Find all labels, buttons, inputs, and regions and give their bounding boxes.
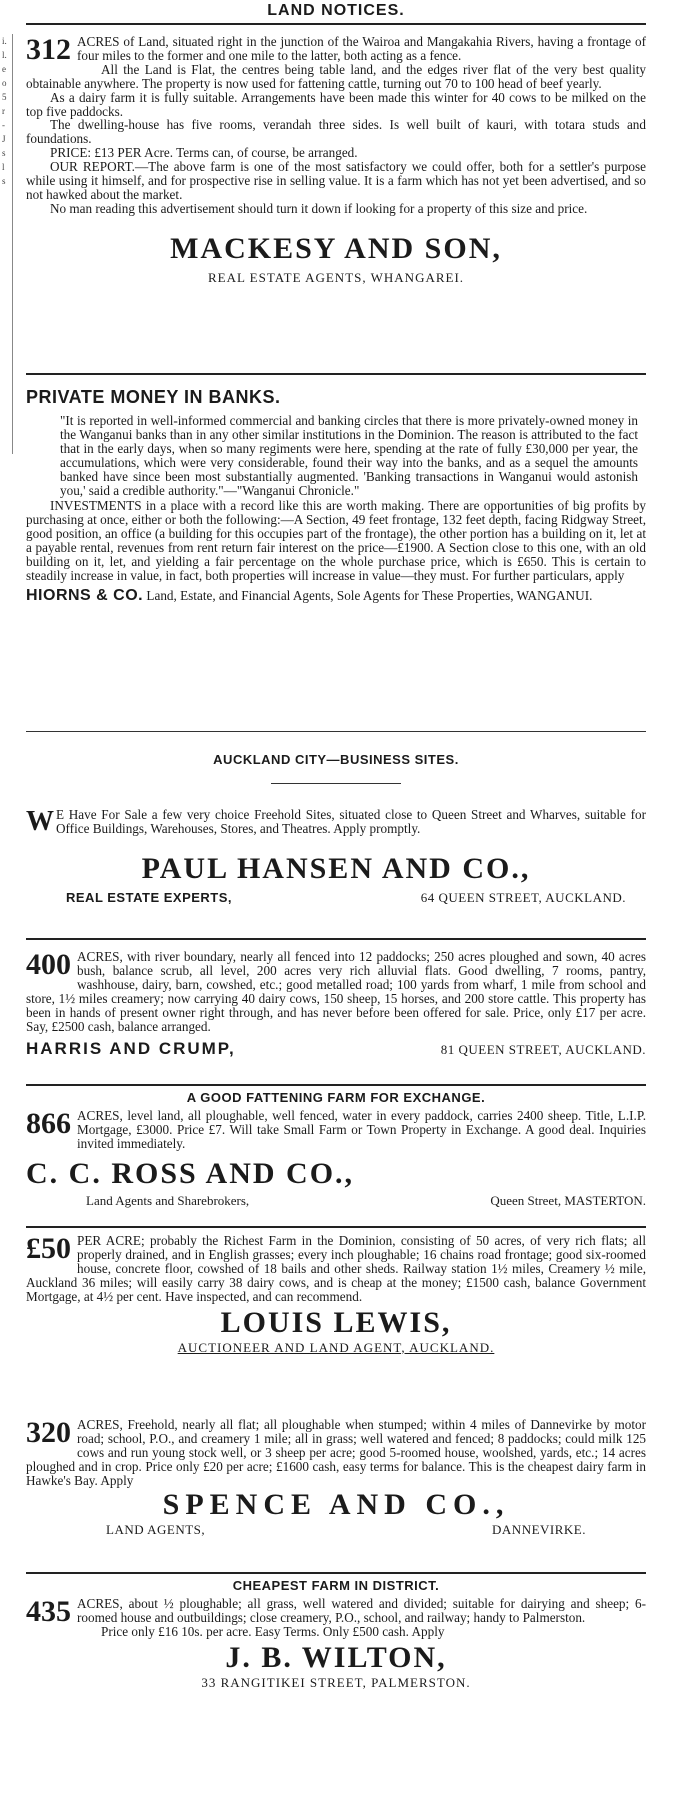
agent-name: J. B. WILTON, — [225, 1640, 447, 1674]
margin-glyph: J — [2, 134, 6, 144]
ad-paragraph: PER ACRE; probably the Richest Farm in the Dominion, consisting of 50 acres, of very rich flats; all properly drained, and in English grasses; every inch ploughable; 16 chains road frontage; good six-roomed house, concrete floor, cowshed of 18 bails and other sheds. Railway station 1½ miles, Creamery ½ mile, Auckland 36 miles; will easily carry 38 dairy cows, and is cheap at the money; £1500 cash, balance Government Mortgage, at 4½ per cent. Have inspected, and can recommend. — [26, 1233, 646, 1304]
margin-glyph: r — [2, 106, 5, 116]
agent-address: 81 QUEEN STREET, AUCKLAND. — [440, 1042, 646, 1058]
agent-name: C. C. ROSS AND CO., — [26, 1156, 355, 1190]
ad-body — [26, 950, 646, 1033]
divider — [26, 731, 646, 732]
agent-details: Land, Estate, and Financial Agents, Sole Agents for These Properties, WANGANUI. — [146, 587, 593, 603]
ad-paragraph: E Have For Sale a few very choice Freehold Sites, situated close to Queen Street and Wharves, suitable for Office Buildings, Warehouses, Stores, and Theatres. Apply promptly. — [56, 807, 646, 836]
divider — [26, 1084, 646, 1086]
ad-body — [26, 808, 646, 836]
ad-hiorns — [26, 387, 646, 727]
ad-body — [26, 1234, 646, 1304]
acreage-number: 866 — [26, 1107, 71, 1140]
divider — [26, 1226, 646, 1228]
margin-glyph: 5 — [2, 92, 7, 102]
acreage-number: 312 — [26, 33, 71, 66]
price-number: £50 — [26, 1232, 71, 1265]
acreage-number: 435 — [26, 1595, 71, 1628]
margin-glyph: s — [2, 176, 6, 186]
section-title: A GOOD FATTENING FARM FOR EXCHANGE. — [186, 1090, 486, 1105]
section-title: PRIVATE MONEY IN BANKS. — [26, 387, 281, 407]
left-margin-glyphs — [2, 34, 12, 188]
ad-wilton — [26, 1578, 646, 1708]
agent-name: LOUIS LEWIS, — [220, 1305, 452, 1339]
agent-address: 64 QUEEN STREET, AUCKLAND. — [420, 889, 626, 905]
ad-body — [26, 1597, 646, 1639]
divider — [26, 938, 646, 940]
ad-spence — [26, 1418, 646, 1566]
ad-paragraph: OUR REPORT.—The above farm is one of the most satisfactory we could offer, both for a settler's purpose while using it himself, and for prospective rise in selling value. It is a farm which has not yet been advertised, and so not hawked about the market. — [26, 159, 646, 202]
ad-paragraph: ACRES, Freehold, nearly all flat; all ploughable when stumped; within 4 miles of Dannevirke by motor road; school, P.O., and creamery 1 mile; all in grass; well watered and fenced; 8 paddocks; could milk 125 cows and run young stock well, or 3 sheep per acre; good 5-roomed house, woolshed, yards, etc.; 14 acres ploughed and in crop. Price only £20 per acre; £1600 cash, easy terms for balance. This is the cheapest dairy farm in Hawke's Bay. Apply — [26, 1417, 646, 1488]
margin-glyph: s — [2, 148, 6, 158]
agent-address-row — [26, 1191, 646, 1209]
ad-ross — [26, 1090, 646, 1218]
agent-row — [26, 1039, 646, 1059]
page-title: LAND NOTICES. — [267, 2, 405, 19]
divider — [26, 23, 646, 25]
agent-address-row — [26, 1522, 646, 1538]
ad-paragraph: The dwelling-house has five rooms, verandah three sides. Is well built of kauri, with totara studs and foundations. — [26, 117, 646, 147]
agent-line — [26, 586, 646, 604]
margin-glyph: - — [2, 120, 5, 130]
agent-address: Queen Street, MASTERTON. — [490, 1192, 646, 1208]
ad-louis-lewis — [26, 1234, 646, 1414]
ad-paragraph: INVESTMENTS in a place with a record like this are worth making. There are opportunities of big profits by purchasing at once, either or both the following:—A Section, 49 feet frontage, 132 feet depth, facing Ridgway Street, good position, an office (a building for this occupies part of the frontage), the other portion has a building on it, let at a payable rental, revenues from rent return fair interest on the price—£1900. A Section close to this one, with an old building on it, let, and yielding a fair percentage on the whole purchase price, which is £650. This is certain to steadily increase in value, in fact, both properties will increase in value—they must. For further particulars, apply — [26, 498, 646, 583]
agent-title: Land Agents and Sharebrokers, — [86, 1192, 250, 1208]
ad-body — [26, 1109, 646, 1151]
short-rule — [271, 783, 401, 784]
ad-paragraph: No man reading this advertisement should turn it down if looking for a property of this size and price. — [50, 200, 588, 216]
ad-paragraph: ACRES of Land, situated right in the junction of the Wairoa and Mangakahia Rivers, having a frontage of four miles to the former and one mile to the latter, both acting as a fence. — [77, 34, 646, 63]
ad-paragraph: As a dairy farm it is fully suitable. Arrangements have been made this winter for 40 cows to be milked on the top five paddocks. — [26, 89, 646, 119]
acreage-number: 400 — [26, 948, 71, 981]
ad-body — [26, 35, 646, 216]
margin-glyph: l. — [2, 50, 7, 60]
agent-name: HARRIS AND CRUMP, — [26, 1039, 236, 1059]
ad-paragraph: Price only £16 10s. per acre. Easy Terms. Only £500 cash. Apply — [101, 1623, 445, 1639]
divider — [26, 373, 646, 375]
ad-paragraph: ACRES, about ½ ploughable; all grass, well watered and divided; suitable for dairying and sheep; 6-roomed house and outbuildings; close creamery, P.O., school, and railway; handy to Palmerston. — [77, 1596, 646, 1625]
agent-address-row — [26, 886, 646, 906]
ad-paragraph: ACRES, with river boundary, nearly all fenced into 12 paddocks; 250 acres ploughed and sown, 40 acres bush, balance scrub, all level, 200 acres very rich alluvial flats. Good dwelling, 7 rooms, pantry, washhouse, dairy, barn, cowshed, etc.; good metalled road; 100 yards from wharf, 1 mile from school and store, 1½ miles creamery; now carrying 40 dairy cows, 150 sheep, 15 horses, and 200 store cattle. This property has been in hands of present owner right through, and has never before been offered for sale. Price, only £17 per acre. Say, £2500 cash, balance arranged. — [26, 949, 646, 1034]
ad-mackesy — [26, 35, 646, 353]
agent-address: DANNEVIRKE. — [492, 1521, 586, 1537]
ad-harris-crump — [26, 950, 646, 1078]
ad-paragraph: All the Land is Flat, the centres being table land, and the edges river flat of the very best quality obtainable anywhere. The property is now used for fattening cattle, turning out 70 to 100 head of beef yearly. — [26, 61, 646, 91]
agent-name: HIORNS & CO. — [26, 586, 144, 604]
margin-glyph: i. — [2, 36, 7, 46]
agent-name: PAUL HANSEN AND CO., — [141, 851, 531, 885]
margin-rule — [12, 34, 13, 454]
margin-glyph: o — [2, 78, 7, 88]
ad-body — [26, 1418, 646, 1488]
acreage-number: 320 — [26, 1416, 71, 1449]
drop-cap: W — [26, 806, 54, 837]
agent-title: LAND AGENTS, — [106, 1521, 206, 1537]
ad-paragraph: PRICE: £13 PER Acre. Terms can, of course, be arranged. — [50, 145, 358, 161]
ad-paul-hansen — [26, 752, 646, 928]
section-title: AUCKLAND CITY—BUSINESS SITES. — [213, 752, 459, 767]
agent-name: MACKESY AND SON, — [170, 231, 502, 265]
margin-glyph: e — [2, 64, 6, 74]
ad-paragraph: ACRES, level land, all ploughable, well fenced, water in every paddock, carries 2400 sheep. Title, L.I.P. Mortgage, £3000. Price £7. Will take Small Farm or Town Property in Exchange. A good deal. Inquiries invited immediately. — [77, 1108, 646, 1151]
margin-glyph: l — [2, 162, 5, 172]
agent-title: REAL ESTATE EXPERTS, — [66, 889, 233, 905]
page — [26, 0, 646, 1708]
agent-name: SPENCE AND CO., — [162, 1487, 510, 1521]
section-title: CHEAPEST FARM IN DISTRICT. — [232, 1578, 440, 1593]
newspaper-quote: "It is reported in well-informed commercial and banking circles that there is more privately-owned money in the Wanganui banks than in any other similar institutions in the Dominion. The reason is attributed to the fact that in the early days, when so many regiments were here, spending at the rate of fully £30,000 per year, the accumulations, which were very considerable, found their way into the banks, and as a sequel the amounts banked have since been most substantially augmented. 'Banking transactions in Wanganui would astonish you,' said a credible authority."—"Wanganui Chronicle." — [60, 413, 638, 498]
agent-address: REAL ESTATE AGENTS, WHANGAREI. — [207, 269, 465, 285]
divider — [26, 1572, 646, 1574]
agent-address: 33 RANGITIKEI STREET, PALMERSTON. — [201, 1674, 471, 1690]
agent-address: AUCTIONEER AND LAND AGENT, AUCKLAND. — [177, 1339, 495, 1355]
